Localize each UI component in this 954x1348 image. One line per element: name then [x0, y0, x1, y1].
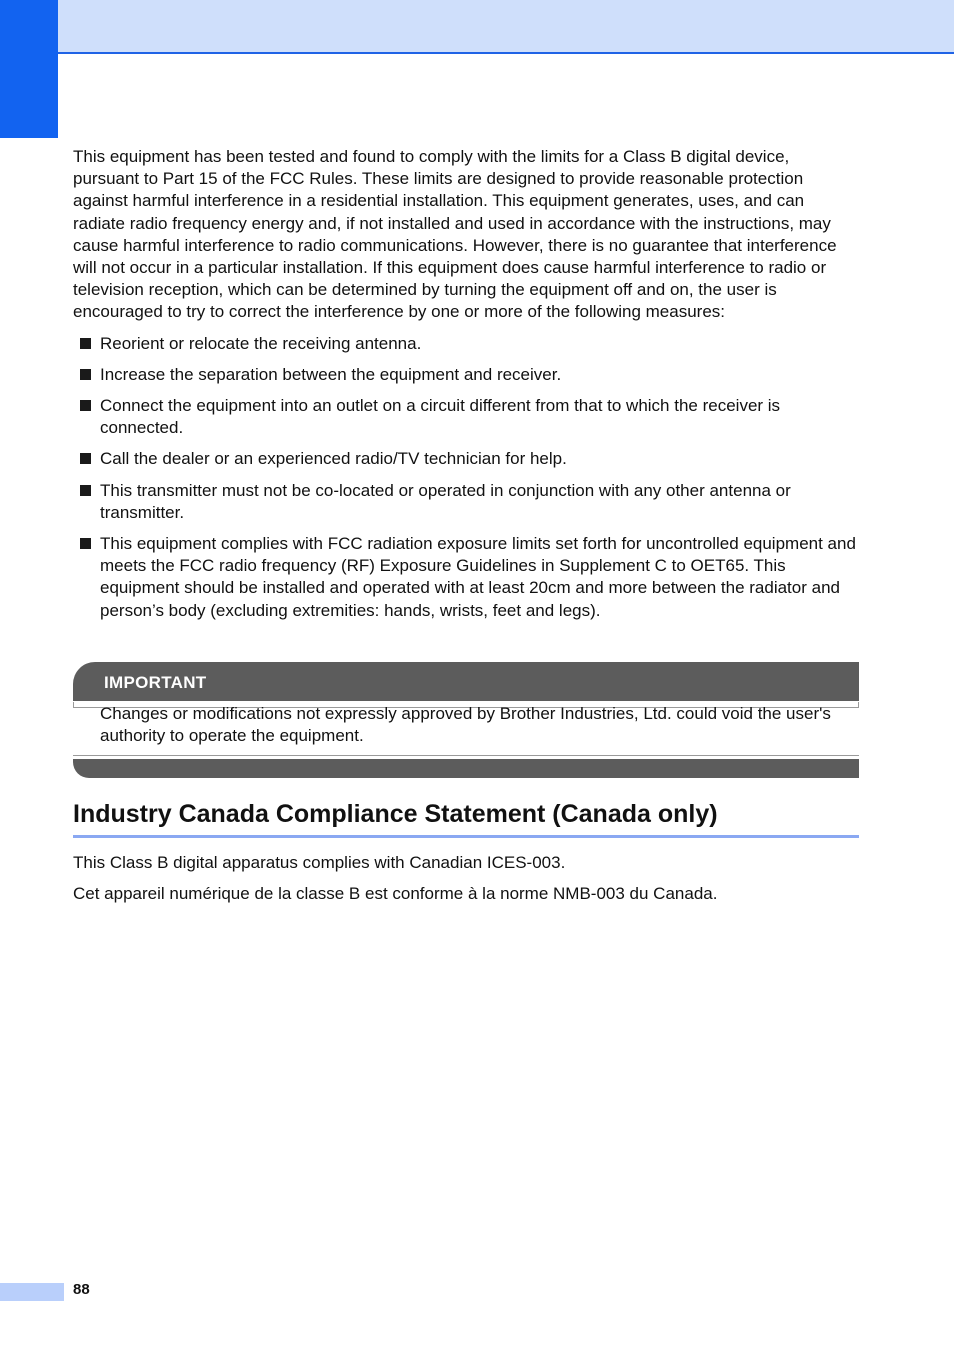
- canada-paragraph-fr: Cet appareil numérique de la classe B est conforme à la norme NMB-003 du Canada.: [73, 884, 718, 904]
- list-item: [73, 448, 859, 470]
- important-text: Changes or modifications not expressly approved by Brother Industries, Ltd. could void the user's authority to operate the equipment.: [100, 704, 831, 746]
- square-bullet-icon: [80, 338, 91, 349]
- header-band: [0, 0, 954, 54]
- important-footer: [73, 759, 859, 778]
- square-bullet-icon: [80, 369, 91, 380]
- list-item: [73, 333, 859, 355]
- section-divider: [73, 835, 859, 838]
- square-bullet-icon: [80, 538, 91, 549]
- list-item-text: Increase the separation between the equipment and receiver.: [100, 364, 562, 384]
- important-title: IMPORTANT: [104, 673, 207, 692]
- list-item: [73, 480, 859, 524]
- square-bullet-icon: [80, 453, 91, 464]
- intro-paragraph: This equipment has been tested and found to comply with the limits for a Class B digital device, pursuant to Part 15 of the FCC Rules. These limits are designed to provide reasonable protection against harmful interference in a residential installation. This equipment generates, uses, and can radiate radio frequency energy and, if not installed and used in accordance with the instructions, may cause harmful interference to radio communications. However, there is no guarantee that interference will not occur in a particular installation. If this equipment does cause harmful interference to radio or television reception, which can be determined by turning the equipment off and on, the user is encouraged to try to correct the interference by one or more of the following measures:: [73, 147, 837, 322]
- divider: [73, 755, 859, 758]
- list-item: [73, 364, 859, 386]
- section-title: Industry Canada Compliance Statement (Canada only): [73, 800, 718, 828]
- main-content: [73, 146, 859, 631]
- list-item-text: Connect the equipment into an outlet on a circuit different from that to which the receiver is connected.: [100, 396, 781, 438]
- list-item-text: Call the dealer or an experienced radio/TV technician for help.: [100, 449, 567, 469]
- list-item-text: This transmitter must not be co-located or operated in conjunction with any other antenna or transmitter.: [100, 480, 791, 522]
- measures-list: [73, 333, 859, 622]
- list-item: [73, 533, 859, 622]
- important-notice: [73, 662, 859, 778]
- square-bullet-icon: [80, 400, 91, 411]
- chapter-tab: [0, 0, 58, 138]
- page-number: 88: [73, 1281, 90, 1298]
- canada-statement: [73, 852, 859, 914]
- list-item-text: Reorient or relocate the receiving antenna.: [100, 333, 422, 353]
- square-bullet-icon: [80, 485, 91, 496]
- important-header: [73, 662, 859, 701]
- list-item-text: This equipment complies with FCC radiation exposure limits set forth for uncontrolled equipment and meets the FCC radio frequency (RF) Exposure Guidelines in Supplement C to OET65. This equipment should be installed and operated with at least 20cm and more between the radiator and person’s body (excluding extremities: hands, wrists, feet and legs).: [100, 534, 856, 620]
- canada-paragraph-en: This Class B digital apparatus complies with Canadian ICES-003.: [73, 853, 566, 872]
- page-number-tab: [0, 1283, 64, 1301]
- list-item: [73, 395, 859, 439]
